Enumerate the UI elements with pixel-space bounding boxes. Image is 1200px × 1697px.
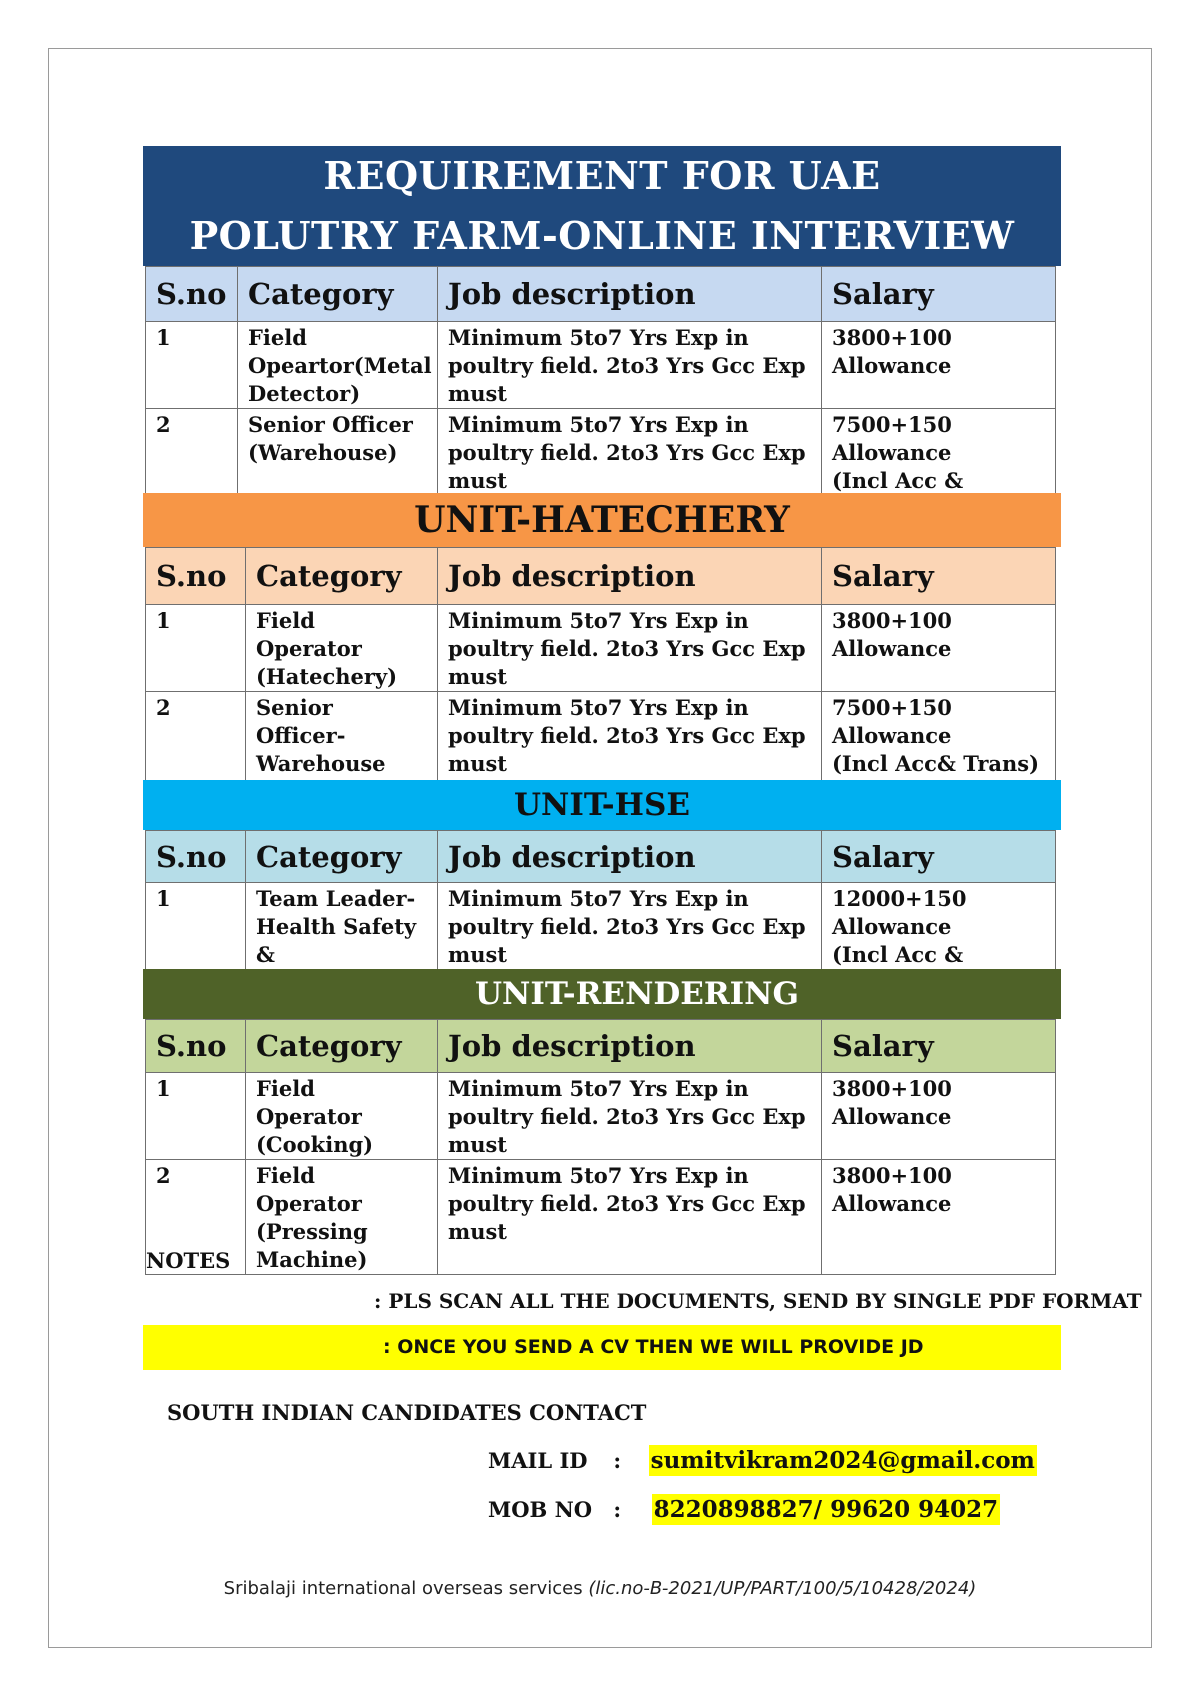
salary-line: (Incl Acc & <box>832 942 964 967</box>
band-unit-hatechery: UNIT-HATECHERY <box>143 493 1061 547</box>
band-unit-rendering: UNIT-RENDERING <box>143 969 1061 1019</box>
header-sno: S.no <box>146 831 246 883</box>
row-description <box>438 1160 822 1275</box>
salary-line: Allowance <box>832 1104 952 1129</box>
header-category: Category <box>246 548 438 605</box>
category-line: Field Operator <box>256 1163 362 1216</box>
description-line: must <box>448 942 508 967</box>
header-job-description: Job description <box>438 267 822 322</box>
title-banner <box>143 146 1061 266</box>
description-line: must <box>448 1219 508 1244</box>
table-header-row <box>146 548 1056 605</box>
row-category <box>246 1160 438 1275</box>
row-sno: 2 <box>146 409 238 524</box>
row-sno: 1 <box>146 322 238 409</box>
category-line: Field <box>248 325 307 350</box>
description-line: Minimum 5to7 Yrs Exp in <box>448 695 749 720</box>
description-line: poultry field. 2to3 Yrs Gcc Exp <box>448 723 806 748</box>
category-line: Senior Officer- <box>256 695 346 748</box>
table-row <box>146 1073 1056 1160</box>
description-line: Minimum 5to7 Yrs Exp in <box>448 1076 749 1101</box>
category-line: (Hatechery) <box>256 664 398 689</box>
band-unit-hse: UNIT-HSE <box>143 780 1061 830</box>
header-category: Category <box>246 1020 438 1073</box>
row-category <box>246 1073 438 1160</box>
row-sno: 1 <box>146 883 246 998</box>
table-header-row <box>146 267 1056 322</box>
row-description <box>438 322 822 409</box>
header-sno: S.no <box>146 267 238 322</box>
category-line: Health Safety & <box>256 914 417 967</box>
salary-line: 3800+100 <box>832 608 952 633</box>
jobs-table-hatechery <box>145 547 1056 807</box>
salary-line: Allowance <box>832 723 952 748</box>
description-line: poultry field. 2to3 Yrs Gcc Exp <box>448 1191 806 1216</box>
category-line: Opeartor(Metal <box>248 353 432 378</box>
salary-line: 7500+150 <box>832 412 952 437</box>
row-sno: 1 <box>146 1073 246 1160</box>
row-salary <box>822 605 1056 692</box>
salary-line: Allowance <box>832 1191 952 1216</box>
header-salary: Salary <box>822 831 1056 883</box>
salary-line: Allowance <box>832 914 952 939</box>
table-header-row <box>146 1020 1056 1073</box>
salary-line: Allowance <box>832 636 952 661</box>
table-row <box>146 322 1056 409</box>
description-line: poultry field. 2to3 Yrs Gcc Exp <box>448 914 806 939</box>
header-category: Category <box>238 267 438 322</box>
description-line: poultry field. 2to3 Yrs Gcc Exp <box>448 636 806 661</box>
category-line: Team Leader- <box>256 886 416 911</box>
description-line: poultry field. 2to3 Yrs Gcc Exp <box>448 353 806 378</box>
footer <box>0 1578 1200 1599</box>
description-line: Minimum 5to7 Yrs Exp in <box>448 325 749 350</box>
category-line: Warehouse <box>256 751 386 776</box>
row-sno: 2 <box>146 1160 246 1275</box>
contact-mail-row <box>488 1447 1037 1474</box>
footer-license: (lic.no-B-2021/UP/PART/100/5/10428/2024) <box>588 1578 977 1599</box>
category-line: Field Operator <box>256 608 362 661</box>
description-line: must <box>448 664 508 689</box>
notes-label: NOTES <box>146 1248 231 1273</box>
category-line: (Warehouse) <box>248 440 398 465</box>
header-category: Category <box>246 831 438 883</box>
salary-line: 3800+100 <box>832 325 952 350</box>
header-salary: Salary <box>822 1020 1056 1073</box>
description-line: Minimum 5to7 Yrs Exp in <box>448 608 749 633</box>
description-line: must <box>448 1132 508 1157</box>
category-line: Machine) <box>256 1247 368 1272</box>
salary-line: 3800+100 <box>832 1163 952 1188</box>
footer-company: Sribalaji international overseas services <box>223 1578 583 1599</box>
mail-label: MAIL ID <box>488 1448 588 1473</box>
category-line: (Cooking) <box>256 1132 374 1157</box>
mobile-separator: : <box>613 1497 622 1522</box>
header-job-description: Job description <box>438 831 822 883</box>
table-header-row <box>146 831 1056 883</box>
description-line: poultry field. 2to3 Yrs Gcc Exp <box>448 440 806 465</box>
description-line: must <box>448 381 508 406</box>
description-line: poultry field. 2to3 Yrs Gcc Exp <box>448 1104 806 1129</box>
header-sno: S.no <box>146 548 246 605</box>
header-job-description: Job description <box>438 1020 822 1073</box>
table-row <box>146 605 1056 692</box>
mobile-label: MOB NO <box>488 1497 593 1522</box>
title-line-1: REQUIREMENT FOR UAE <box>323 153 881 198</box>
contact-mobile-row <box>488 1496 1000 1523</box>
salary-line: Allowance <box>832 353 952 378</box>
salary-line: Allowance <box>832 440 952 465</box>
mail-link[interactable]: sumitvikram2024@gmail.com <box>650 1447 1035 1474</box>
category-line: Senior Officer <box>248 412 413 437</box>
description-line: must <box>448 751 508 776</box>
row-sno: 1 <box>146 605 246 692</box>
row-description <box>438 605 822 692</box>
header-salary: Salary <box>822 548 1056 605</box>
row-description <box>438 1073 822 1160</box>
jobs-table-main <box>145 266 1056 524</box>
header-job-description: Job description <box>438 548 822 605</box>
salary-line: 7500+150 <box>832 695 952 720</box>
title-line-2: POLUTRY FARM-ONLINE INTERVIEW <box>189 213 1015 258</box>
note-cv-jd: : ONCE YOU SEND A CV THEN WE WILL PROVIDE JD <box>143 1325 1061 1370</box>
salary-line: 3800+100 <box>832 1076 952 1101</box>
description-line: must <box>448 468 508 493</box>
row-sno: 2 <box>146 692 246 807</box>
row-salary <box>822 1160 1056 1275</box>
row-category <box>246 605 438 692</box>
salary-line: 12000+150 <box>832 886 967 911</box>
category-line: Detector) <box>248 381 361 406</box>
description-line: Minimum 5to7 Yrs Exp in <box>448 1163 749 1188</box>
salary-line: (Incl Acc& Trans) <box>832 751 1040 776</box>
description-line: Minimum 5to7 Yrs Exp in <box>448 886 749 911</box>
mail-separator: : <box>613 1448 622 1473</box>
mobile-number[interactable]: 8220898827/ 99620 94027 <box>653 1496 999 1523</box>
row-category <box>238 322 438 409</box>
category-line: Field Operator <box>256 1076 362 1129</box>
header-salary: Salary <box>822 267 1056 322</box>
contact-heading: SOUTH INDIAN CANDIDATES CONTACT <box>167 1400 647 1425</box>
description-line: Minimum 5to7 Yrs Exp in <box>448 412 749 437</box>
salary-line: (Incl Acc & <box>832 468 964 493</box>
category-line: (Pressing <box>256 1219 368 1244</box>
row-salary <box>822 1073 1056 1160</box>
table-row <box>146 1160 1056 1275</box>
header-sno: S.no <box>146 1020 246 1073</box>
note-scan-documents: : PLS SCAN ALL THE DOCUMENTS, SEND BY SINGLE PDF FORMAT <box>374 1289 1142 1313</box>
jobs-table-rendering <box>145 1019 1056 1275</box>
row-salary <box>822 322 1056 409</box>
